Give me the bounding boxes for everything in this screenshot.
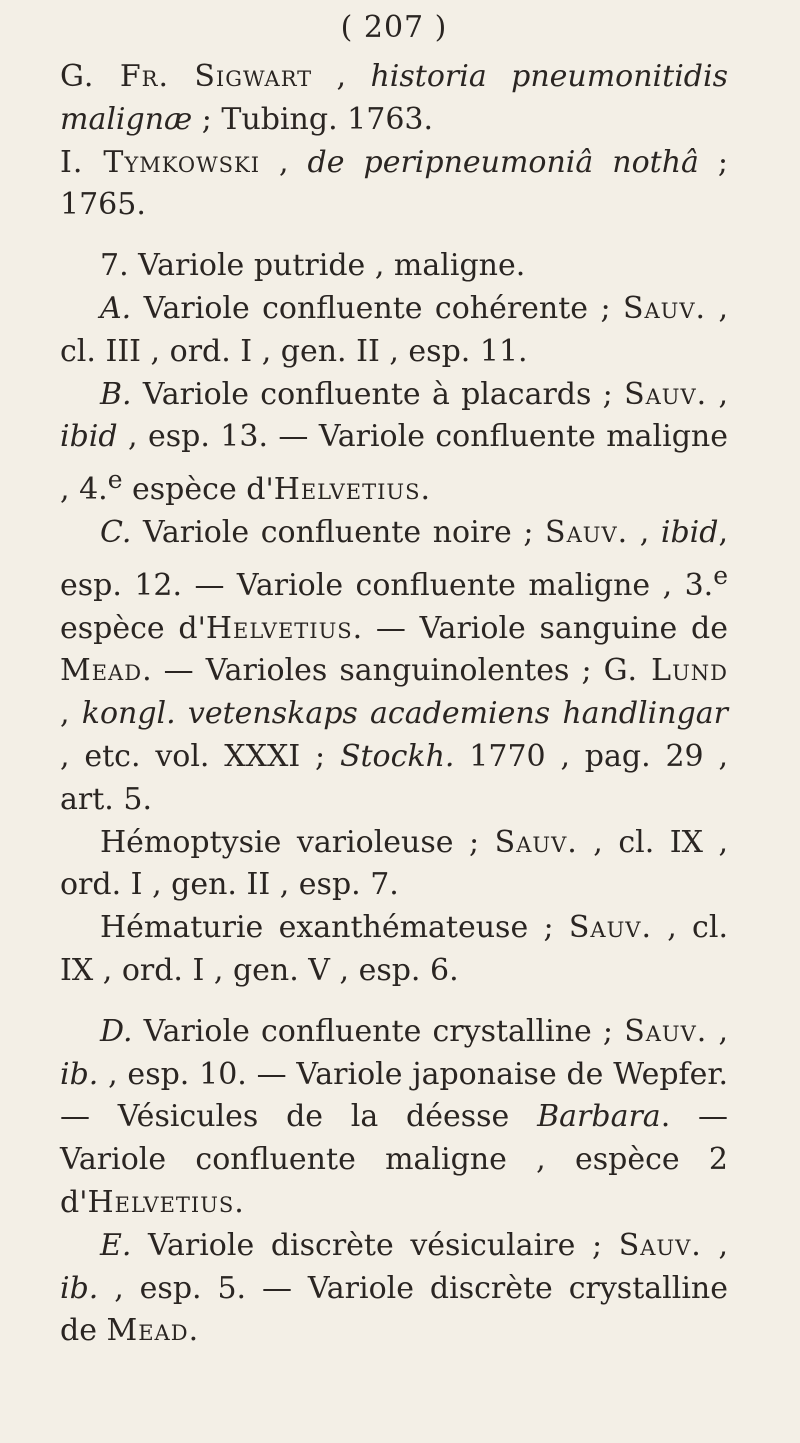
item-hematurie: Hématurie exanthémateuse ; Sauv. , cl. IX , ord. I , gen. V , esp. 6.: [60, 910, 728, 988]
item-b: B. Variole confluente à placards ; Sauv. , ibid , esp. 13. — Variole confluente maligne , 4.$^e$ espèce d'Helvetius.: [60, 376, 728, 508]
reference-tymkowski: I. Tymkowski , de peripneumoniâ nothâ ; 1765.: [60, 144, 729, 223]
section-heading-7: 7. Variole putride , maligne.: [100, 248, 526, 284]
reference-sigwart: G. Fr. Sigwart , historia pneumonitidis malignæ ; Tubing. 1763.: [60, 59, 728, 137]
work-title: historia pneumonitidis malignæ: [60, 59, 728, 137]
item-c: C. Variole confluente noire ; Sauv. , ibid, esp. 12. — Variole confluente maligne , 3.$^e$ espèce d'Helvetius. — Variole sanguine de Mead. — Varioles sanguinolentes ; G. Lund , kongl. vetenskaps academiens handlingar , etc. vol. XXXI ; Stockh. 1770 , pag. 29 , art. 5.: [60, 514, 729, 817]
item-hemoptysie: Hémoptysie varioleuse ; Sauv. , cl. IX , ord. I , gen. II , esp. 7.: [60, 824, 729, 903]
author-name: G. Fr. Sigwart: [60, 59, 313, 94]
item-d: D. Variole confluente crystalline ; Sauv. , ib. , esp. 10. — Variole japonaise de Wepfer. — Vésicules de la déesse Barbara. — Variole confluente maligne , espèce 2 d'Helvetius.: [60, 1013, 728, 1220]
item-e: E. Variole discrète vésiculaire ; Sauv. , ib. , esp. 5. — Variole discrète crystalline de Mead.: [60, 1227, 728, 1349]
work-title: de peripneumoniâ nothâ: [307, 144, 699, 180]
page-body: [60, 56, 728, 1353]
author-name: I. Tymkowski: [60, 144, 261, 180]
item-a: A. Variole confluente cohérente ; Sauv. , cl. III , ord. I , gen. II , esp. 11.: [60, 290, 728, 369]
page-number: ( 207 ): [340, 10, 448, 45]
